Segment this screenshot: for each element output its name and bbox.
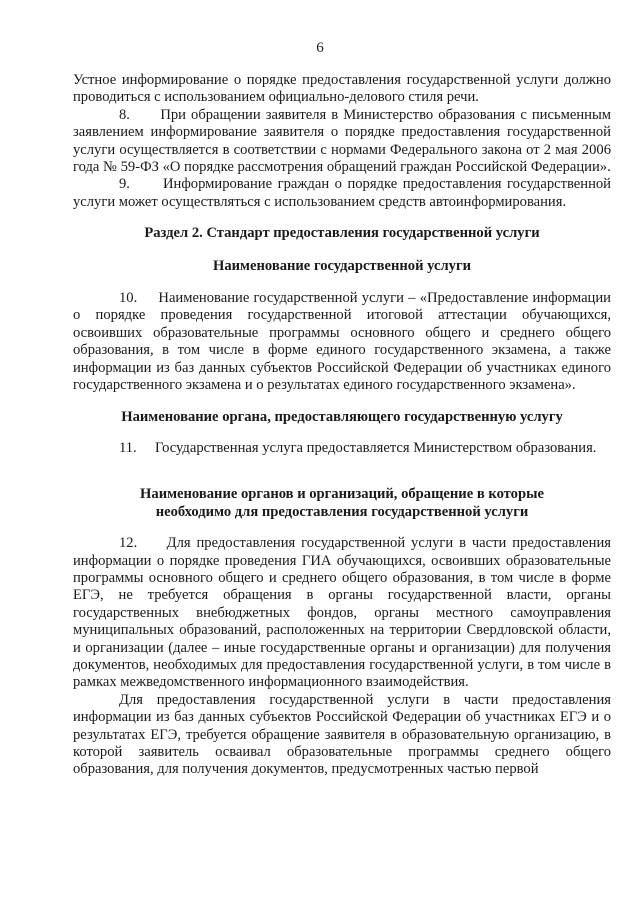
paragraph-11: 11. Государственная услуга предоставляется Министерством образования. — [119, 439, 597, 456]
paragraph-10: 10. Наименование государственной услуги – «Предоставление информации о порядке проведения государственной итоговой аттестации обучающихся, освоивших образовательные программы основного общего и среднего общего образования, в том числе в форме единого государственного экзамена, а также информации из баз данных субъектов Российской Федерации об участниках единого государственного экзамена и о результатах единого государственного экзамена». — [73, 290, 611, 394]
subheading-providing-body: Наименование органа, предоставляющего государственную услугу — [121, 408, 563, 425]
subheading-organizations: Наименование органов и организаций, обращение в которые необходимо для предоставления государственной услуги — [140, 486, 544, 520]
page-number: 6 — [316, 40, 324, 56]
subheading-service-name: Наименование государственной услуги — [213, 257, 471, 274]
section-heading: Раздел 2. Стандарт предоставления государственной услуги — [144, 225, 540, 242]
paragraph-9: 9. Информирование граждан о порядке предоставления государственной услуги может осуществляться с использованием средств автоинформирования. — [73, 176, 611, 210]
paragraph-12: 12. Для предоставления государственной услуги в части предоставления информации о порядке проведения ГИА обучающихся, освоивших образовательные программы основного общего и среднего общего образования, в том числе в форме ЕГЭ, не требуется обращения в органы государственной власти, органы государственных внебюджетных фондов, органы местного самоуправления муниципальных образований, расположенных на территории Свердловской области, и организации (далее – иные государственные органы и организации) для получения документов, необходимых для предоставления государственной услуги, в том числе в рамках межведомственного информационного взаимодействия. — [73, 535, 611, 691]
page-content — [73, 72, 611, 779]
paragraph-databases: Для предоставления государственной услуги в части предоставления информации из баз данных субъектов Российской Федерации об участниках ЕГЭ и о результатах ЕГЭ, требуется обращение заявителя в образовательную организацию, в которой заявитель осваивал образовательные программы среднего общего образования, для получения документов, предусмотренных частью первой — [73, 691, 611, 778]
paragraph-oral-info: Устное информирование о порядке предоставления государственной услуги должно проводиться с использованием официально-делового стиля речи. — [73, 72, 611, 106]
paragraph-8: 8. При обращении заявителя в Министерство образования с письменным заявлением информирование заявителя о порядке предоставления государственной услуги осуществляется в соответствии с нормами Федерального закона от 2 мая 2006 года № 59-ФЗ «О порядке рассмотрения обращений граждан Российской Федерации». — [73, 106, 611, 176]
